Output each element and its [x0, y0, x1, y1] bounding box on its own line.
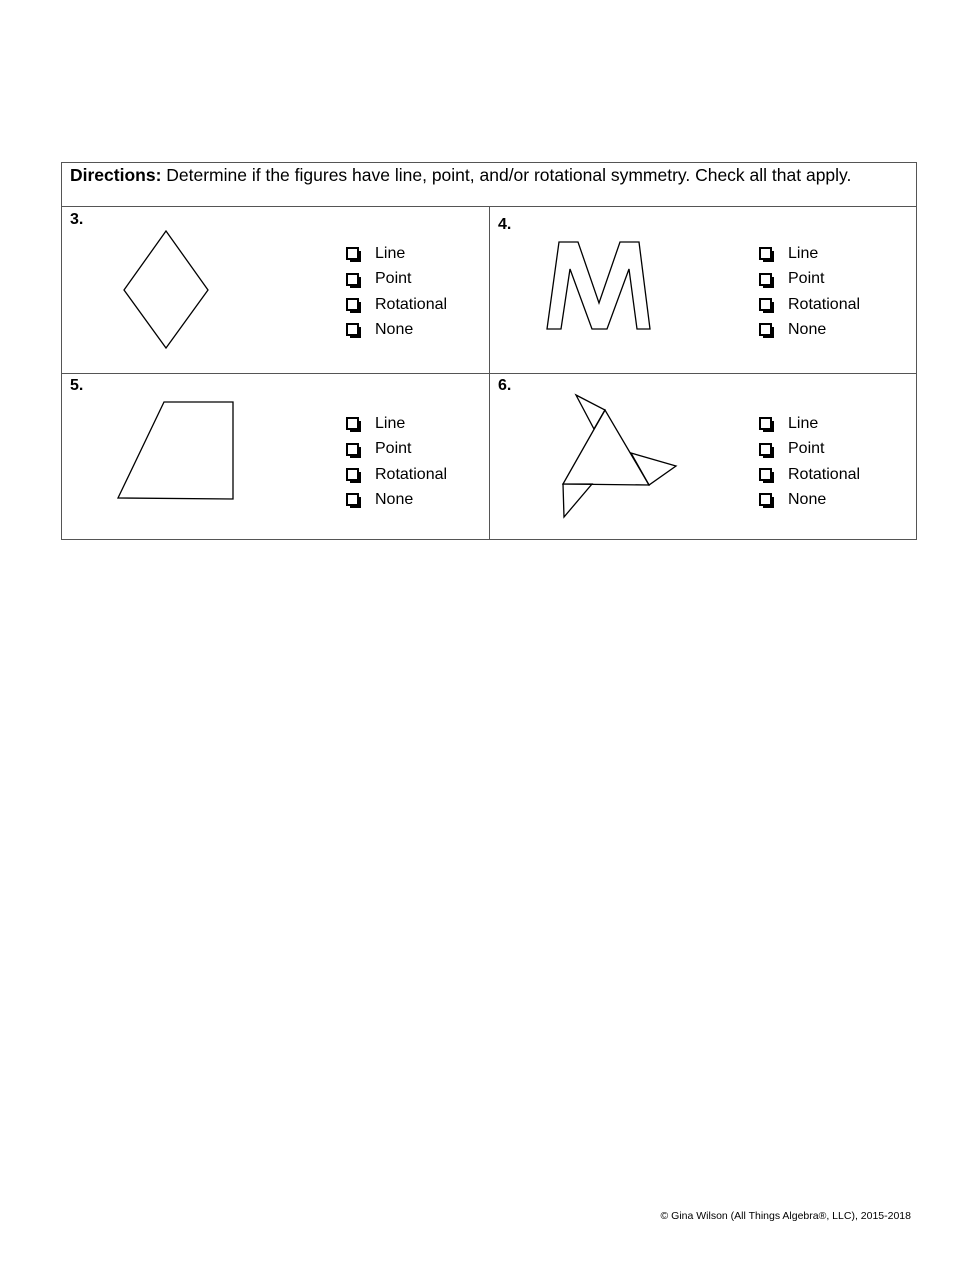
checkbox[interactable]	[759, 273, 772, 286]
problem-4	[490, 208, 917, 374]
problem-number: 6.	[498, 377, 512, 394]
problem-6	[490, 374, 917, 540]
checkbox[interactable]	[346, 493, 359, 506]
checkbox[interactable]	[346, 273, 359, 286]
problem-number: 4.	[498, 216, 512, 233]
checkbox[interactable]	[759, 493, 772, 506]
checkbox[interactable]	[346, 298, 359, 311]
option-rotational[interactable]: Rotational	[759, 462, 860, 487]
problem-5	[62, 374, 489, 540]
worksheet-table	[61, 162, 917, 540]
option-point[interactable]: Point	[759, 436, 860, 461]
option-line[interactable]: Line	[346, 411, 447, 436]
option-line[interactable]: Line	[759, 241, 860, 266]
problem-number: 5.	[70, 377, 84, 394]
checkbox[interactable]	[759, 443, 772, 456]
option-line[interactable]: Line	[759, 411, 860, 436]
checkbox[interactable]	[759, 323, 772, 336]
checkbox[interactable]	[346, 417, 359, 430]
checkbox[interactable]	[346, 443, 359, 456]
directions	[62, 163, 916, 207]
option-point[interactable]: Point	[759, 266, 860, 291]
option-none[interactable]: None	[346, 317, 447, 342]
option-point[interactable]: Point	[346, 266, 447, 291]
directions-text: Determine if the figures have line, point, and/or rotational symmetry. Check all that apply.	[161, 165, 852, 185]
option-rotational[interactable]: Rotational	[346, 292, 447, 317]
option-rotational[interactable]: Rotational	[759, 292, 860, 317]
problem-3	[62, 208, 489, 374]
option-point[interactable]: Point	[346, 436, 447, 461]
copyright-footer: © Gina Wilson (All Things Algebra®, LLC), 2015-2018	[660, 1210, 911, 1222]
checkbox[interactable]	[759, 468, 772, 481]
option-none[interactable]: None	[346, 487, 447, 512]
problem-number: 3.	[70, 211, 84, 228]
checkbox[interactable]	[346, 323, 359, 336]
checkbox[interactable]	[759, 417, 772, 430]
checkbox[interactable]	[346, 247, 359, 260]
checkbox[interactable]	[759, 247, 772, 260]
checkbox[interactable]	[759, 298, 772, 311]
directions-label: Directions:	[70, 165, 162, 185]
options-list	[346, 241, 447, 343]
option-none[interactable]: None	[759, 317, 860, 342]
option-line[interactable]: Line	[346, 241, 447, 266]
option-none[interactable]: None	[759, 487, 860, 512]
options-list	[759, 241, 860, 343]
option-rotational[interactable]: Rotational	[346, 462, 447, 487]
options-list	[759, 411, 860, 513]
options-list	[346, 411, 447, 513]
checkbox[interactable]	[346, 468, 359, 481]
